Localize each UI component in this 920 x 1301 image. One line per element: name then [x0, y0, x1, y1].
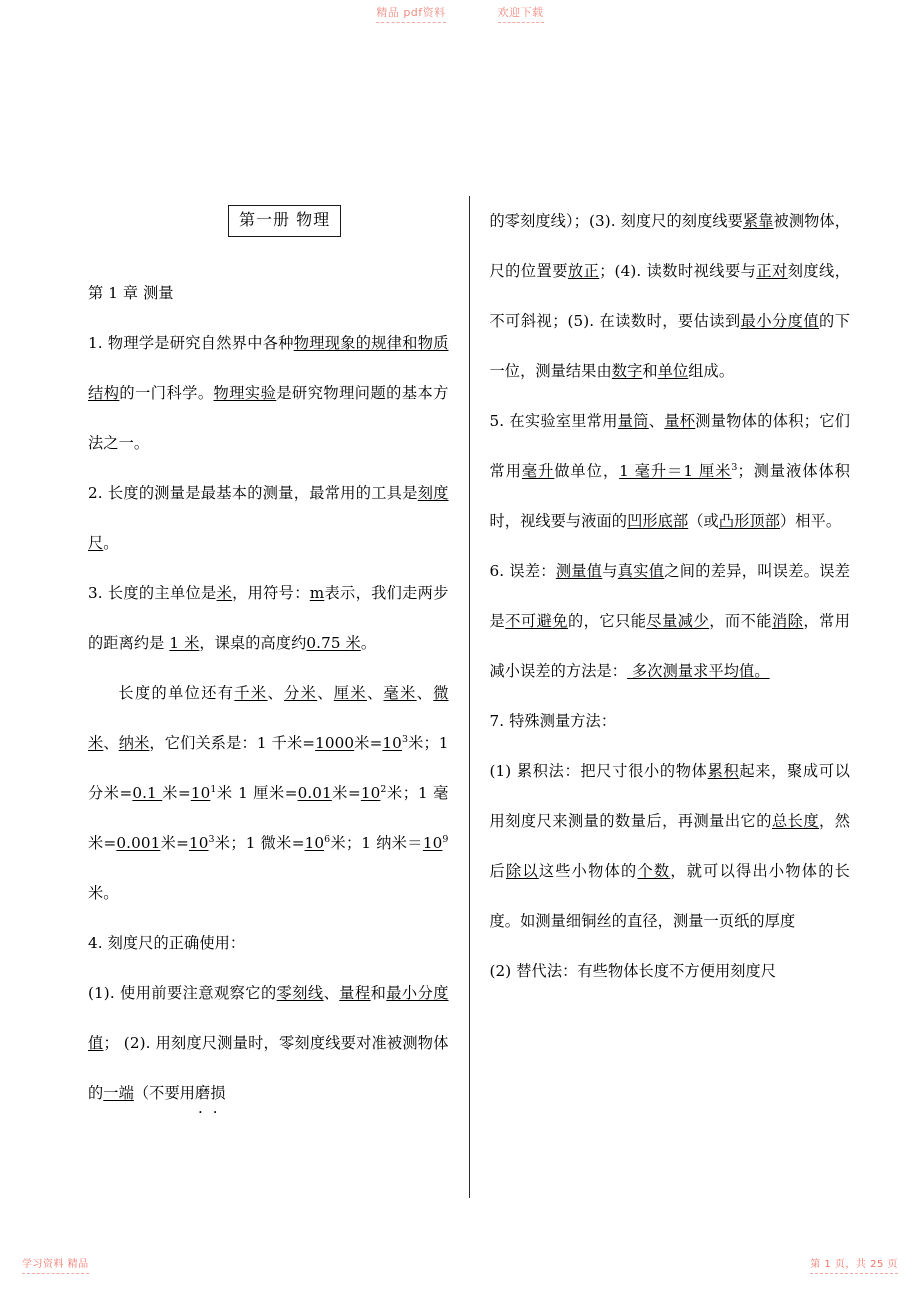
- paragraph-units: 长度的单位还有千米、分米、厘米、毫米、微米、纳米，它们关系是：1 千米=1000米$=10^3$米；1 分米=0.1 米$=10^1$米 1 厘米=0.01米$=10^2$米；1 毫米=0.001米$=10^3$米；1 微米$=10^6$米；1 纳米$=10^9$米。: [88, 684, 449, 902]
- footer-watermark-text: 学习资料 精品: [22, 1255, 89, 1274]
- paragraph-item-7-sub1: (1) 累积法：把尺寸很小的物体累积起来，聚成可以用刻度尺来测量的数量后，再测量出它的总长度，然后除以这些小物体的个数，就可以得出小物体的长度。如测量细铜丝的直径，测量一页纸的厚度: [489, 762, 851, 930]
- page-footer: [0, 1255, 920, 1279]
- paragraph-item-7-sub2: (2) 替代法：有些物体长度不方便用刻度尺: [489, 962, 777, 980]
- paragraph-item-3: 3. 长度的主单位是米，用符号：m表示，我们走两步的距离约是 1 米，课桌的高度约0.75 米。: [88, 584, 449, 652]
- paragraph-item-2: 2. 长度的测量是最基本的测量，最常用的工具是刻度尺。: [88, 484, 449, 552]
- right-column: [478, 196, 851, 1196]
- left-column: [88, 196, 461, 1196]
- watermark-right-text: 欢迎下载: [498, 6, 544, 23]
- paragraph-item-6: 6. 误差：测量值与真实值之间的差异，叫误差。误差是不可避免的，它只能尽量减少，而不能消除，常用减小误差的方法是： 多次测量求平均值。: [489, 562, 851, 680]
- paragraph-item-4-continued: 的零刻度线）；(3). 刻度尺的刻度线要紧靠被测物体，尺的位置要放正；(4). 读数时视线要与正对刻度线，不可斜视；(5). 在读数时，要估读到最小分度值的下一位，测量结果由数字和单位组成。: [489, 212, 851, 380]
- paragraph-item-4-heading: 4. 刻度尺的正确使用：: [88, 934, 246, 952]
- column-divider: [469, 196, 470, 1198]
- chapter-heading: 第 1 章 测量: [88, 284, 174, 302]
- two-column-body: [88, 196, 850, 1196]
- paragraph-item-1: 1. 物理学是研究自然界中各种物理现象的规律和物质结构的一门科学。物理实验是研究物理问题的基本方法之一。: [88, 334, 449, 452]
- paragraph-item-7-heading: 7. 特殊测量方法：: [489, 712, 617, 730]
- paragraph-item-4-body: (1). 使用前要注意观察它的零刻线、量程和最小分度值； (2). 用刻度尺测量时，零刻度线要对准被测物体的一端（不要用磨损 ··: [88, 968, 449, 1118]
- paragraph-item-5: 5. 在实验室里常用量筒、量杯测量物体的体积；它们常用毫升做单位，1 毫升＝1 厘米$^3$；测量液体体积时，视线要与液面的凹形底部（或凸形顶部）相平。: [489, 412, 851, 530]
- page-title: 第一册 物理: [228, 205, 341, 237]
- footer-page-number: 第 1 页，共 25 页: [810, 1255, 898, 1274]
- watermark-left-text: 精品 pdf资料: [376, 6, 445, 23]
